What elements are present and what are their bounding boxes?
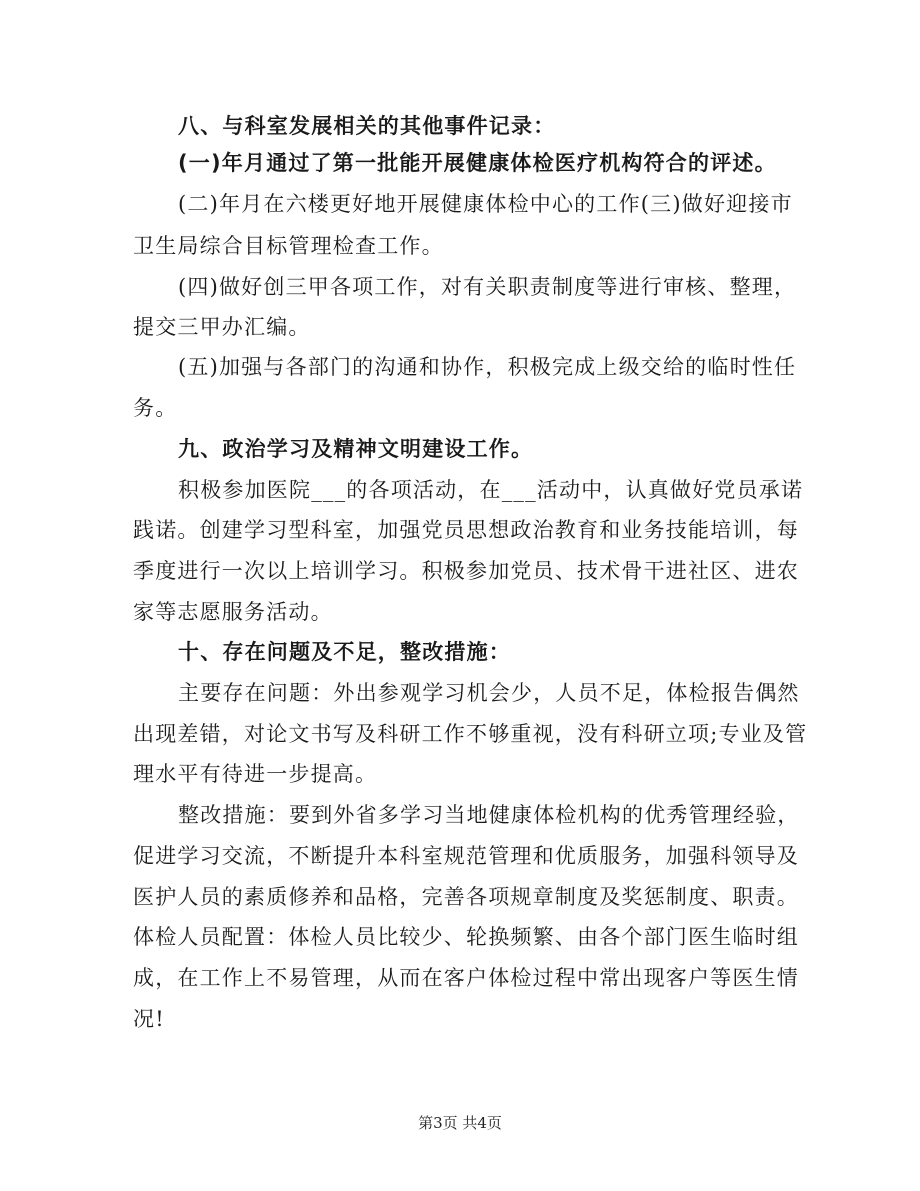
item-4-continuation: 提交三甲办汇编。	[133, 315, 311, 339]
paragraph-line: 积极参加医院___的各项活动，在___活动中，认真做好党员承诺	[178, 478, 804, 502]
paragraph-line: 践诺。创建学习型科室，加强党员思想政治教育和业务技能培训，每	[133, 518, 799, 542]
item-5-continuation: 务。	[133, 396, 178, 420]
paragraph-line: 主要存在问题：外出参观学习机会少，人员不足，体检报告偶然	[178, 681, 800, 705]
paragraph-line: 体检人员配置：体检人员比较少、轮换频繁、由各个部门医生临时组	[133, 925, 799, 949]
section-heading-8: 八、与科室发展相关的其他事件记录：	[178, 114, 556, 138]
paragraph-line: 理水平有待进一步提高。	[133, 762, 378, 786]
paragraph-line: 季度进行一次以上培训学习。积极参加党员、技术骨干进社区、进农	[133, 559, 799, 583]
paragraph-line: 促进学习交流，不断提升本科室规范管理和优质服务，加强科领导及	[133, 844, 799, 868]
item-4-line: (四)做好创三甲各项工作，对有关职责制度等进行审核、整理，	[178, 275, 797, 299]
item-5-line: (五)加强与各部门的沟通和协作，积极完成上级交给的临时性任	[178, 355, 797, 379]
paragraph-line: 成，在工作上不易管理，从而在客户体检过程中常出现客户等医生情	[133, 966, 799, 990]
paragraph-line: 医护人员的素质修养和品格，完善各项规章制度及奖惩制度、职责。	[133, 885, 799, 909]
item-2-continuation: 卫生局综合目标管理检查工作。	[133, 234, 444, 258]
section-heading-9: 九、政治学习及精神文明建设工作。	[178, 437, 534, 461]
page-number-footer: 第3页 共4页	[418, 1114, 502, 1132]
paragraph-line: 出现差错，对论文书写及科研工作不够重视，没有科研立项;专业及管	[133, 722, 808, 746]
item-1-bold: (一)年月通过了第一批能开展健康体检医疗机构符合的评述。	[178, 151, 777, 175]
section-heading-10: 十、存在问题及不足，整改措施：	[178, 640, 511, 664]
paragraph-line: 整改措施：要到外省多学习当地健康体检机构的优秀管理经验，	[178, 803, 800, 827]
paragraph-line: 家等志愿服务活动。	[133, 600, 333, 624]
paragraph-line: 况!	[133, 1007, 165, 1031]
item-2-line: (二)年月在六楼更好地开展健康体检中心的工作(三)做好迎接市	[178, 192, 793, 216]
